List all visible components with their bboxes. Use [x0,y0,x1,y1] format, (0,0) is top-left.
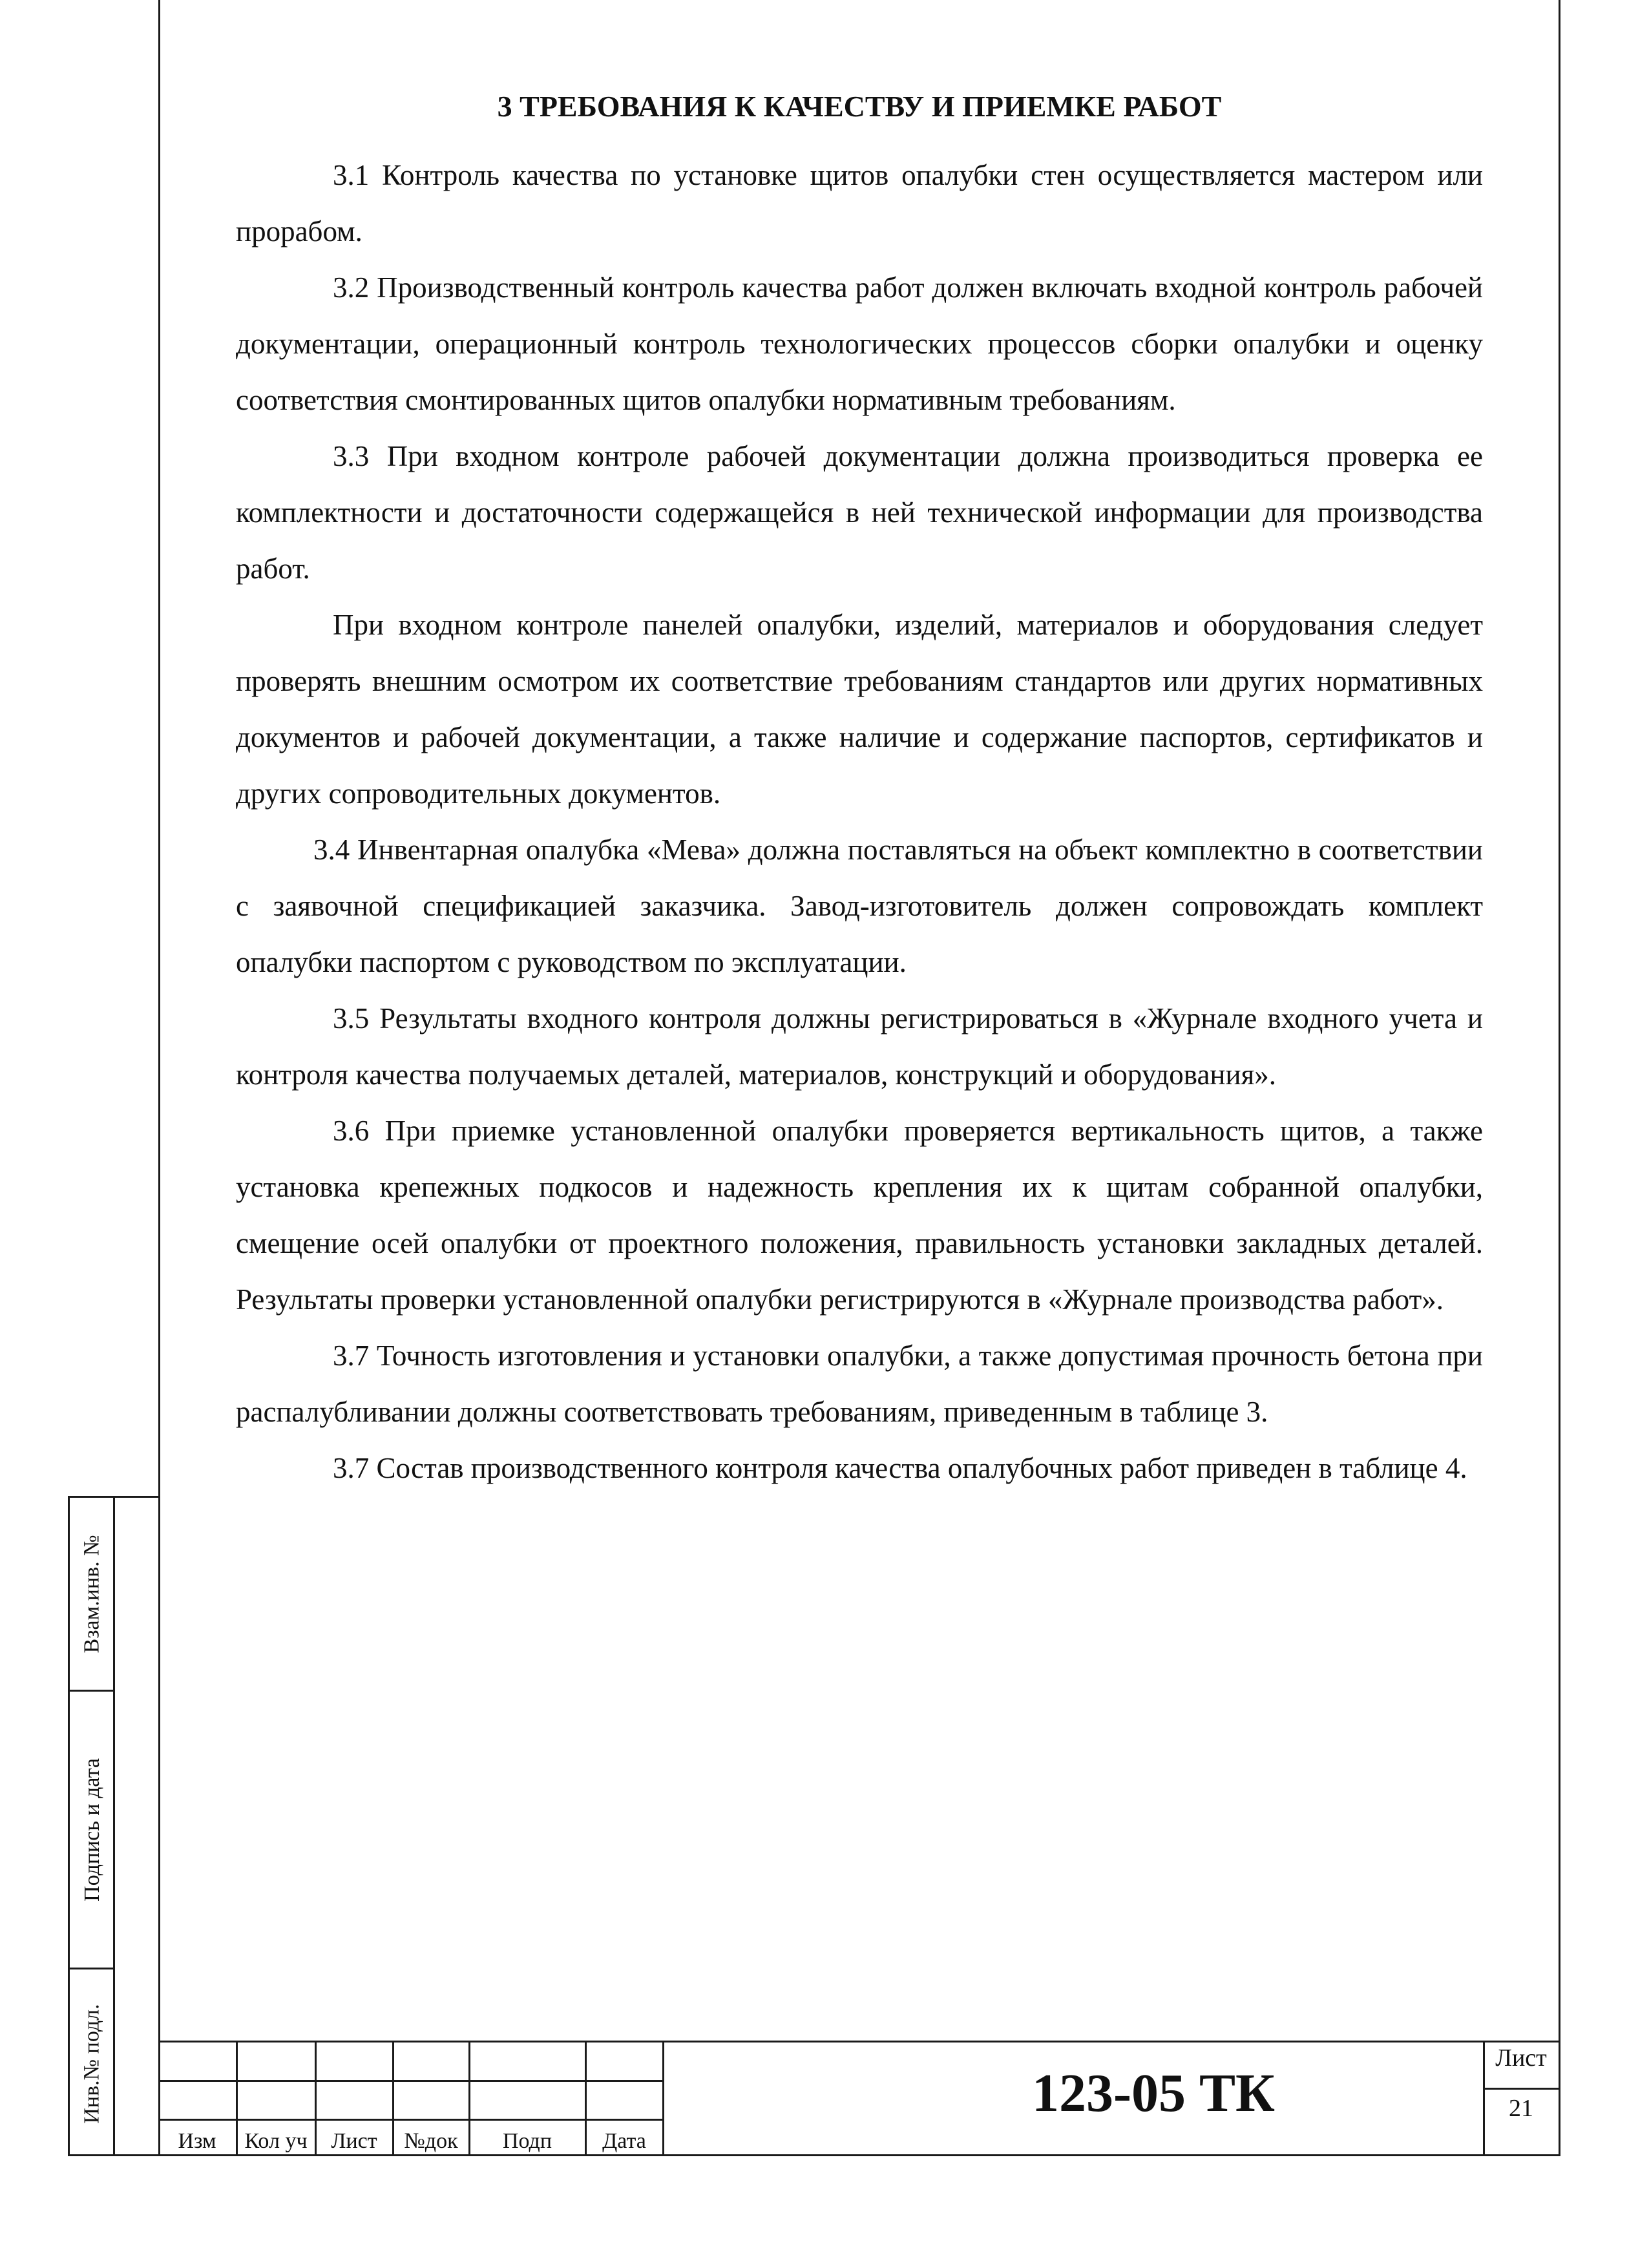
paragraph-3-7-second: 3.7 Состав производственного контроля качества опалубочных работ приведен в таблице 4. [333,1452,1467,1484]
title-block [158,2041,1560,2156]
tb-sheet-hline [1483,2088,1560,2090]
inv-podl-cell [70,1969,115,2158]
col-podp: Подп [502,2129,552,2153]
inv-podl-label: Инв.№ подл. [80,2004,105,2124]
sheet-label: Лист [1495,2044,1547,2072]
col-izm: Изм [178,2129,216,2153]
vzam-inv-label: Взам.инв. № [80,1534,105,1654]
paragraph-3-5: 3.5 Результаты входного контроля должны регистрироваться в «Журнале входного учета и контроля качества получаемых деталей, материалов, конструкций и оборудования». [236,1002,1483,1091]
tb-col-line-6 [662,2042,664,2156]
sheet-number: 21 [1509,2095,1533,2122]
document-code: 123-05 ТК [1032,2063,1275,2123]
paragraph-3-7: 3.7 Точность изготовления и установки опалубки, а также допустимая прочность бетона при распалубливании должны соответствовать требованиям, приведенным в таблице 3. [236,1339,1483,1428]
section-heading: 3 ТРЕБОВАНИЯ К КАЧЕСТВУ И ПРИЕМКЕ РАБОТ [497,90,1222,123]
tb-row-line-2 [158,2119,662,2121]
paragraph-3-3: 3.3 При входном контроле рабочей документации должна производиться проверка ее комплектности и достаточности содержащейся в ней технической информации для производства работ. [236,440,1483,585]
side-stamp-text-column [70,1498,115,2154]
vzam-inv-cell [70,1498,115,1692]
podpis-data-cell [70,1692,115,1969]
paragraph-3-6: 3.6 При приемке установленной опалубки проверяется вертикальность щитов, а также установка крепежных подкосов и надежность крепления их к щитам собранной опалубки, смещение осей опалубки от проектного положения, правильность установки закладных деталей. Результаты проверки установленной опалубки регистрируются в «Журнале производства работ». [236,1115,1483,1316]
paragraph-3-2: 3.2 Производственный контроль качества работ должен включать входной контроль рабочей документации, операционный контроль технологических процессов сборки опалубки и оценку соответствия смонтированных щитов опалубки нормативным требованиям. [236,271,1483,416]
col-list: Лист [331,2129,377,2153]
podpis-data-label: Подпись и дата [80,1758,104,1902]
tb-row-line-1 [158,2080,662,2082]
col-nodok: №док [404,2129,458,2153]
paragraph-3-4: 3.4 Инвентарная опалубка «Мева» должна поставляться на объект комплектно в соответствии с заявочной спецификацией заказчика. Завод-изготовитель должен сопровождать комплект опалубки паспортом с руководством по эксплуатации. [236,834,1483,978]
document-body [236,84,1483,1496]
side-stamp [68,1496,160,2156]
paragraph-3-1: 3.1 Контроль качества по установке щитов опалубки стен осуществляется мастером или прорабом. [236,159,1483,247]
col-data: Дата [602,2129,646,2153]
paragraph-3-3-continued: При входном контроле панелей опалубки, изделий, материалов и оборудования следует проверять внешним осмотром их соответствие требованиям стандартов или других нормативных документов и рабочей документации, а также наличие и содержание паспортов, сертификатов и других сопроводительных документов. [236,609,1483,810]
col-kol-uch: Кол уч [244,2129,308,2153]
